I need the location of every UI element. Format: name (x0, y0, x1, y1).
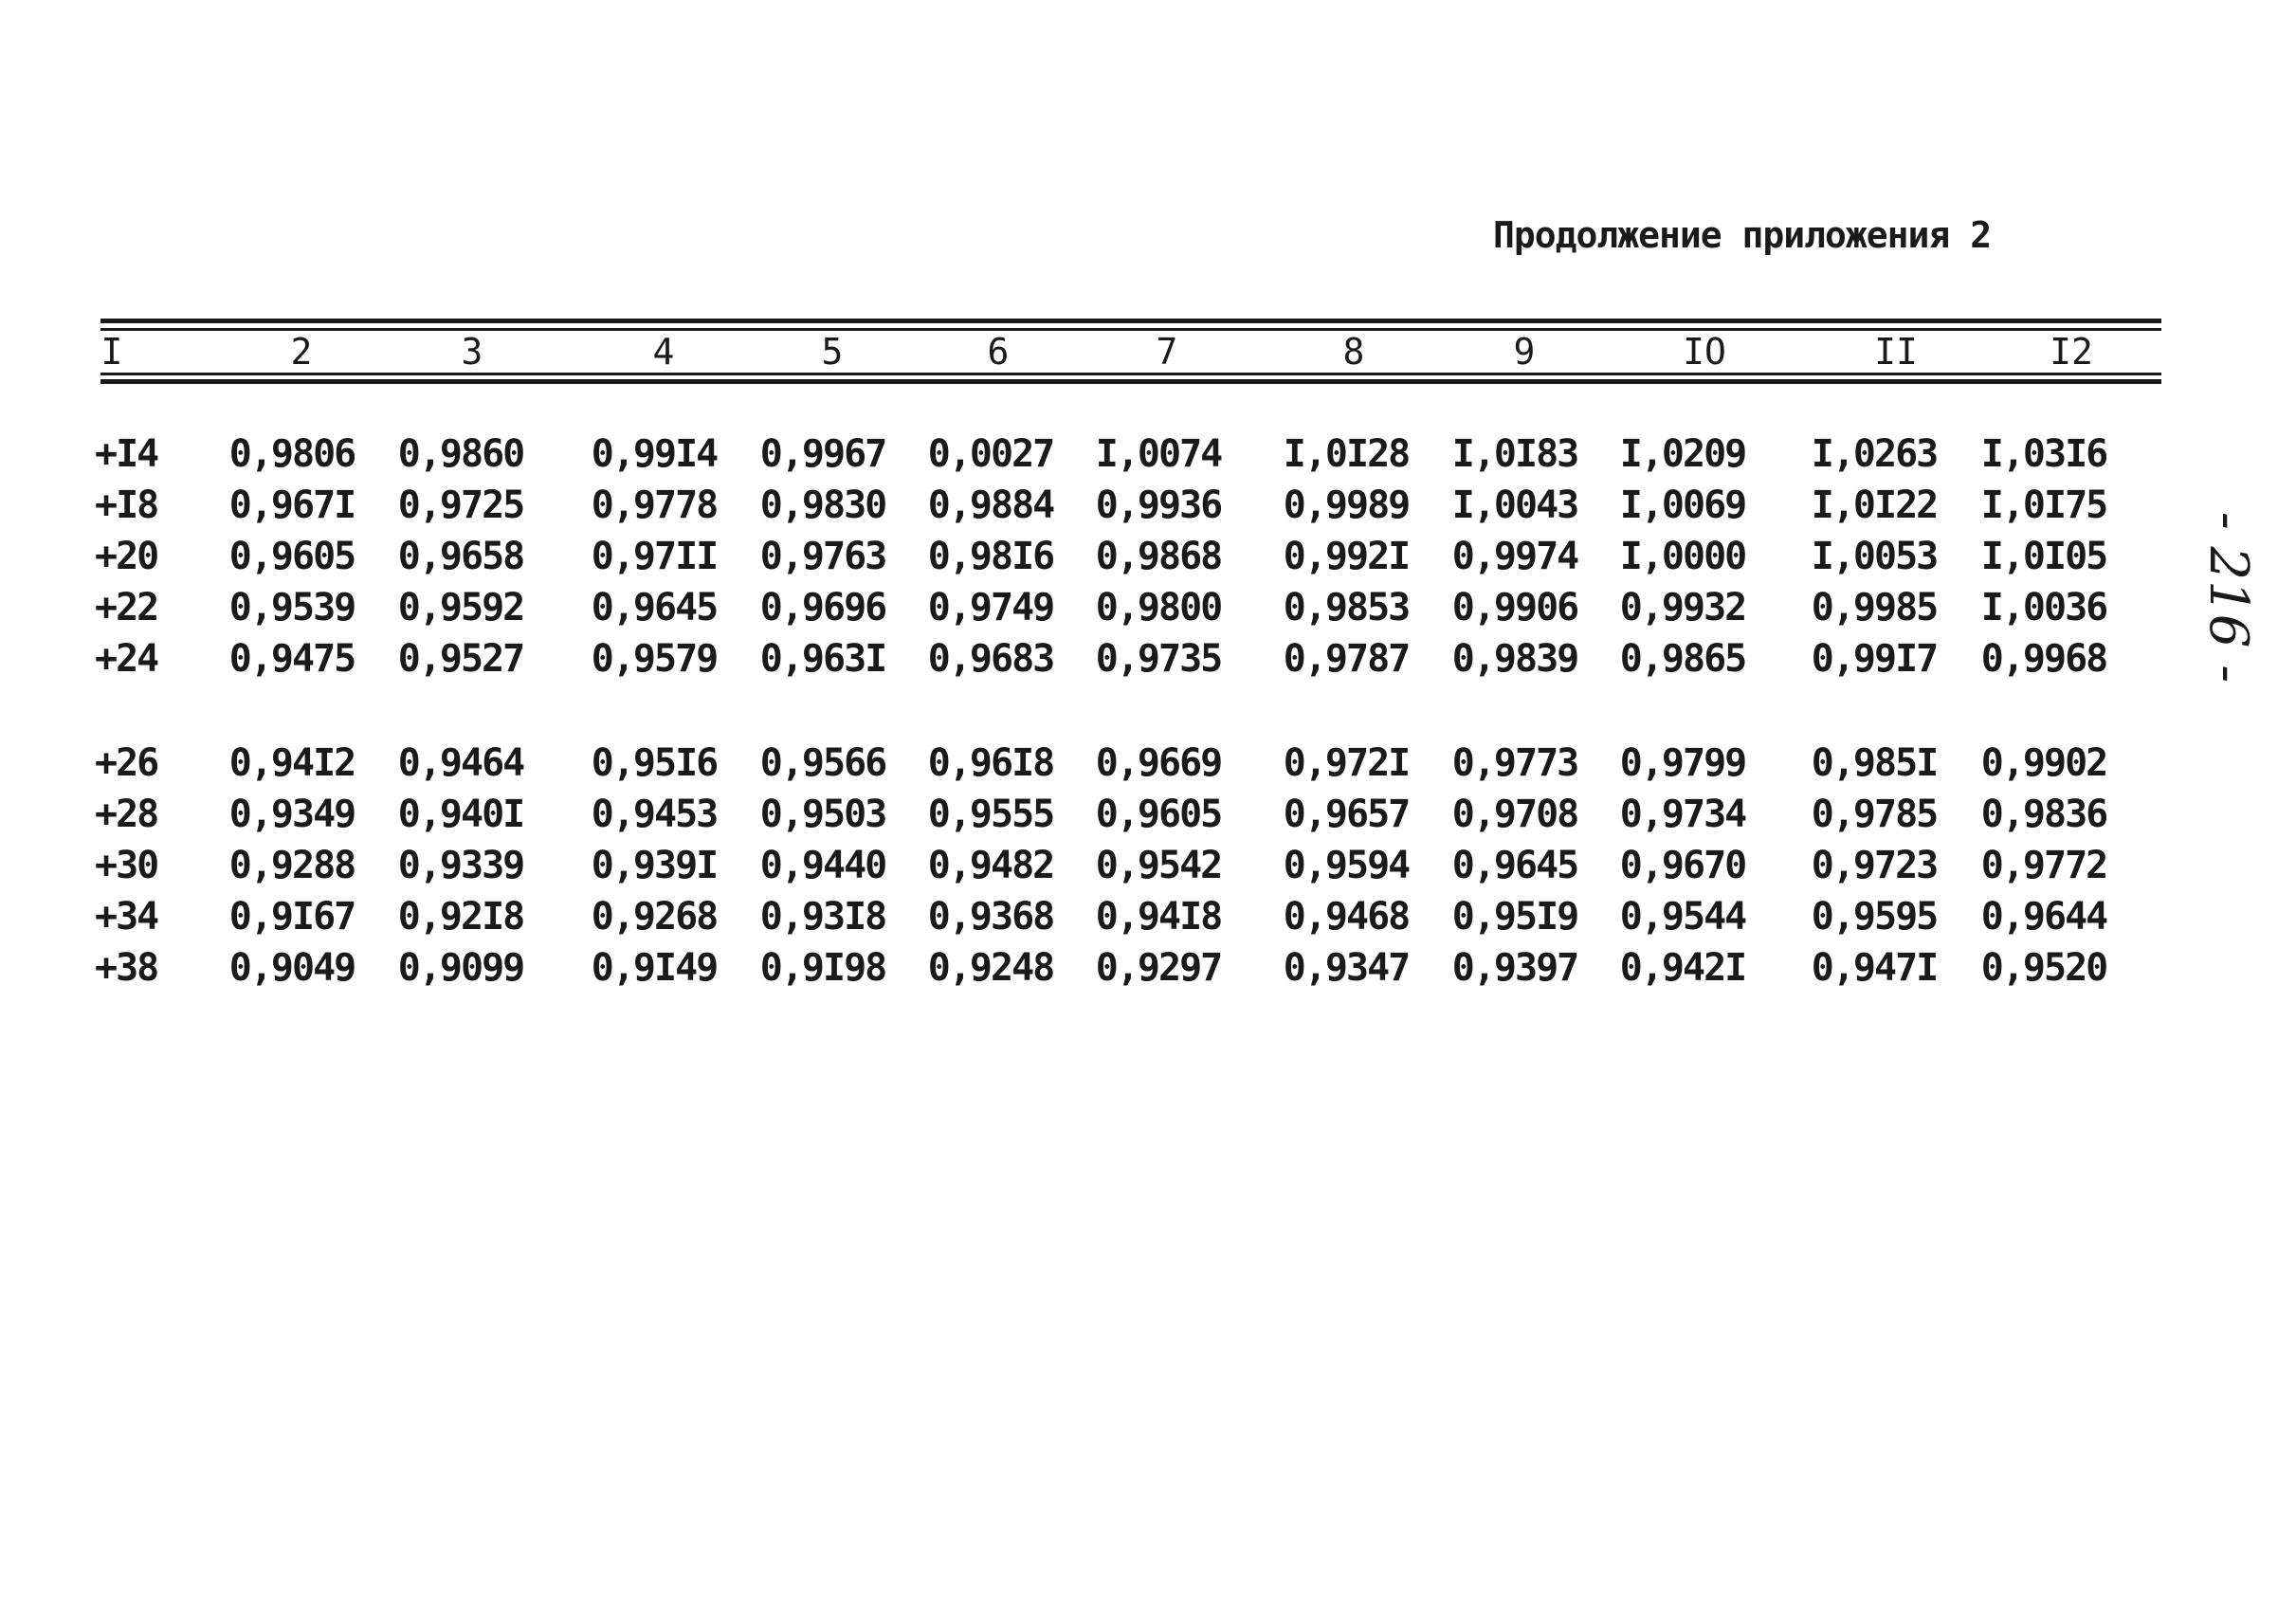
table-cell: I,0263 (1811, 432, 1938, 476)
row-label: +30 (95, 844, 158, 887)
table-cell: 0,9049 (228, 946, 355, 990)
table-header-rule-thin (100, 373, 2161, 375)
column-header: 5 (821, 331, 844, 373)
table-cell: 0,94I2 (228, 741, 355, 785)
table-cell: 0,972I (1283, 741, 1410, 785)
table-top-rule-thin (100, 328, 2161, 331)
table-cell: 0,9464 (397, 741, 524, 785)
table-cell: 0,9347 (1283, 946, 1410, 990)
page-number: - 216 - (2197, 511, 2259, 684)
table-cell: 0,9482 (927, 844, 1054, 887)
table-cell: 0,9527 (397, 637, 524, 681)
table-cell: 0,940I (397, 793, 524, 836)
row-label: +26 (95, 741, 158, 785)
table-cell: I,0209 (1619, 432, 1746, 476)
table-cell: 0,9520 (1980, 946, 2107, 990)
table-cell: 0,9836 (1980, 793, 2107, 836)
table-cell: 0,9839 (1451, 637, 1578, 681)
table-cell: 0,9785 (1811, 793, 1938, 836)
table-cell: I,0I22 (1811, 483, 1938, 527)
table-cell: 0,9853 (1283, 586, 1410, 629)
table-cell: 0,9605 (1095, 793, 1222, 836)
table-cell: 0,9579 (591, 637, 718, 681)
table-cell: I,0069 (1619, 483, 1746, 527)
table-cell: 0,9860 (397, 432, 524, 476)
column-header: I (100, 331, 123, 373)
table-cell: 0,9339 (397, 844, 524, 887)
row-label: +20 (95, 535, 158, 578)
table-cell: I,0I83 (1451, 432, 1578, 476)
table-cell: 0,9936 (1095, 483, 1222, 527)
row-label: +I4 (95, 432, 158, 476)
table-cell: 0,9830 (759, 483, 886, 527)
table-cell: 0,9696 (759, 586, 886, 629)
table-cell: 0,9800 (1095, 586, 1222, 629)
table-cell: 0,9I98 (759, 946, 886, 990)
table-cell: 0,9884 (927, 483, 1054, 527)
table-cell: 0,9670 (1619, 844, 1746, 887)
table-row (0, 582, 2296, 633)
table-cell: 0,9799 (1619, 741, 1746, 785)
table-row (0, 891, 2296, 942)
table-row (0, 789, 2296, 840)
row-label: +28 (95, 793, 158, 836)
column-header: IO (1683, 331, 1726, 373)
table-cell: 0,9288 (228, 844, 355, 887)
table-cell: 0,97II (591, 535, 718, 578)
table-top-rule (100, 319, 2161, 323)
table-cell: 0,9248 (927, 946, 1054, 990)
column-header: 6 (987, 331, 1010, 373)
table-cell: I,0I75 (1980, 483, 2107, 527)
column-header: 8 (1342, 331, 1365, 373)
column-header: I2 (2050, 331, 2093, 373)
table-cell: 0,9725 (397, 483, 524, 527)
table-cell: 0,985I (1811, 741, 1938, 785)
table-cell: 0,9644 (1980, 895, 2107, 939)
table-row (0, 531, 2296, 582)
table-cell: 0,967I (228, 483, 355, 527)
table-cell: 0,9967 (759, 432, 886, 476)
table-cell: 0,9605 (228, 535, 355, 578)
table-cell: I,0000 (1619, 535, 1746, 578)
table-cell: 0,939I (591, 844, 718, 887)
row-label: +I8 (95, 483, 158, 527)
table-cell: 0,9772 (1980, 844, 2107, 887)
table-cell: 0,9749 (927, 586, 1054, 629)
table-cell: 0,9440 (759, 844, 886, 887)
table-cell: 0,9906 (1451, 586, 1578, 629)
table-cell: 0,9595 (1811, 895, 1938, 939)
table-cell: 0,992I (1283, 535, 1410, 578)
table-cell: 0,9349 (228, 793, 355, 836)
table-cell: 0,0027 (927, 432, 1054, 476)
table-cell: 0,9806 (228, 432, 355, 476)
table-cell: 0,9453 (591, 793, 718, 836)
table-cell: 0,9669 (1095, 741, 1222, 785)
table-cell: 0,942I (1619, 946, 1746, 990)
table-cell: 0,9708 (1451, 793, 1578, 836)
column-header: 2 (290, 331, 313, 373)
table-cell: 0,9594 (1283, 844, 1410, 887)
table-cell: 0,963I (759, 637, 886, 681)
table-cell: 0,9645 (1451, 844, 1578, 887)
table-cell: 0,9645 (591, 586, 718, 629)
row-label: +24 (95, 637, 158, 681)
table-cell: 0,9932 (1619, 586, 1746, 629)
table-cell: 0,9773 (1451, 741, 1578, 785)
table-cell: I,0074 (1095, 432, 1222, 476)
table-cell: I,0053 (1811, 535, 1938, 578)
table-cell: I,0036 (1980, 586, 2107, 629)
table-cell: 0,9268 (591, 895, 718, 939)
table-row (0, 429, 2296, 480)
table-row (0, 480, 2296, 531)
table-cell: 0,9368 (927, 895, 1054, 939)
table-cell: 0,9658 (397, 535, 524, 578)
table-cell: 0,9503 (759, 793, 886, 836)
table-cell: 0,9542 (1095, 844, 1222, 887)
table-row (0, 738, 2296, 789)
table-cell: 0,9787 (1283, 637, 1410, 681)
table-cell: 0,9657 (1283, 793, 1410, 836)
table-cell: 0,98I6 (927, 535, 1054, 578)
table-cell: 0,9683 (927, 637, 1054, 681)
table-cell: 0,9734 (1619, 793, 1746, 836)
table-cell: 0,9985 (1811, 586, 1938, 629)
column-header: II (1874, 331, 1918, 373)
table-cell: 0,93I8 (759, 895, 886, 939)
table-cell: 0,9539 (228, 586, 355, 629)
table-cell: 0,9544 (1619, 895, 1746, 939)
table-cell: I,0I05 (1980, 535, 2107, 578)
table-cell: 0,9I49 (591, 946, 718, 990)
table-cell: 0,9723 (1811, 844, 1938, 887)
table-cell: 0,99I7 (1811, 637, 1938, 681)
table-row (0, 840, 2296, 891)
table-cell: 0,9974 (1451, 535, 1578, 578)
column-header: 9 (1513, 331, 1536, 373)
column-header: 4 (652, 331, 675, 373)
table-cell: 0,96I8 (927, 741, 1054, 785)
table-cell: 0,9592 (397, 586, 524, 629)
table-cell: I,03I6 (1980, 432, 2107, 476)
column-header: 3 (461, 331, 483, 373)
table-cell: 0,9I67 (228, 895, 355, 939)
row-label: +22 (95, 586, 158, 629)
table-cell: 0,9297 (1095, 946, 1222, 990)
table-cell: 0,9397 (1451, 946, 1578, 990)
table-cell: 0,95I9 (1451, 895, 1578, 939)
table-cell: 0,9763 (759, 535, 886, 578)
table-cell: 0,9865 (1619, 637, 1746, 681)
table-cell: 0,9555 (927, 793, 1054, 836)
table-cell: 0,9475 (228, 637, 355, 681)
table-cell: 0,9468 (1283, 895, 1410, 939)
table-cell: 0,92I8 (397, 895, 524, 939)
table-cell: 0,95I6 (591, 741, 718, 785)
table-header-row (0, 332, 2296, 372)
table-cell: 0,9099 (397, 946, 524, 990)
page-heading: Продолжение приложения 2 (1493, 214, 1992, 256)
table-cell: 0,947I (1811, 946, 1938, 990)
table-cell: 0,9735 (1095, 637, 1222, 681)
table-cell: 0,9566 (759, 741, 886, 785)
table-cell: I,0043 (1451, 483, 1578, 527)
table-cell: 0,9902 (1980, 741, 2107, 785)
table-cell: 0,94I8 (1095, 895, 1222, 939)
table-cell: 0,9968 (1980, 637, 2107, 681)
table-row (0, 633, 2296, 684)
table-cell: 0,9868 (1095, 535, 1222, 578)
table-cell: 0,99I4 (591, 432, 718, 476)
table-cell: I,0I28 (1283, 432, 1410, 476)
row-label: +38 (95, 946, 158, 990)
table-cell: 0,9778 (591, 483, 718, 527)
table-row (0, 942, 2296, 994)
column-header: 7 (1156, 331, 1178, 373)
table-header-rule (100, 379, 2161, 384)
row-label: +34 (95, 895, 158, 939)
table-cell: 0,9989 (1283, 483, 1410, 527)
